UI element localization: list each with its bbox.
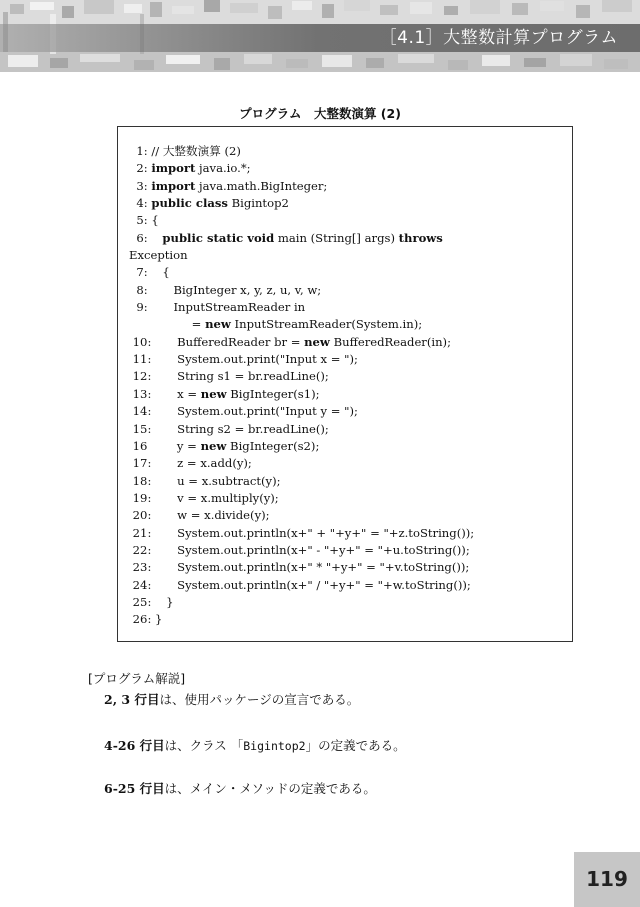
code-line — [129, 386, 569, 403]
code-keyword: new — [304, 334, 330, 349]
note-lead: 4-26 行目 — [104, 738, 165, 753]
code-line — [129, 455, 569, 472]
code-keyword: public static void — [162, 230, 275, 245]
code-text: 18: u = x.subtract(y); — [129, 473, 281, 488]
note-text: は、メイン・メソッドの定義である。 — [164, 781, 376, 796]
code-text: 21: System.out.println(x+" + "+y+" = "+z.toString()); — [129, 525, 475, 540]
code-keyword: import — [151, 178, 196, 193]
code-line — [129, 195, 569, 212]
note-item — [104, 690, 359, 708]
code-line — [129, 507, 569, 524]
note-text-end: 」の定義である。 — [305, 738, 406, 753]
code-text: 5: { — [129, 213, 159, 228]
code-text: InputStreamReader(System.in); — [230, 317, 423, 332]
code-line — [129, 611, 569, 628]
code-line — [129, 316, 569, 333]
code-line — [129, 438, 569, 455]
note-text: は、クラス 「 — [164, 738, 244, 753]
code-text: java.io.*; — [195, 161, 251, 176]
code-line — [129, 421, 569, 438]
code-line — [129, 542, 569, 559]
chapter-title: ［4.1］大整数計算プログラム — [379, 28, 618, 48]
code-text: 24: System.out.println(x+" / "+y+" = "+w.toString()); — [129, 577, 471, 592]
code-text: 10: BufferedReader br = — [129, 334, 305, 349]
note-text: は、使用パッケージの宣言である。 — [159, 692, 360, 707]
program-caption: プログラム 大整数演算 (2) — [239, 106, 401, 121]
code-line — [129, 334, 569, 351]
code-keyword: new — [205, 317, 231, 332]
code-keyword: import — [151, 161, 196, 176]
code-listing — [129, 143, 569, 629]
code-text: 20: w = x.divide(y); — [129, 508, 270, 523]
code-line — [129, 212, 569, 229]
code-text: 11: System.out.print("Input x = "); — [129, 352, 358, 367]
code-line — [129, 351, 569, 368]
code-line — [129, 178, 569, 195]
code-text: 25: } — [129, 594, 174, 609]
code-line — [129, 594, 569, 611]
code-line — [129, 299, 569, 316]
code-text: BigInteger(s1); — [226, 386, 320, 401]
chapter-header — [0, 0, 640, 72]
code-text: 7: { — [129, 265, 170, 280]
code-text: 16 y = — [129, 438, 201, 453]
note-item — [104, 779, 376, 797]
code-line — [129, 264, 569, 281]
code-text: 1: // 大整数演算 (2) — [129, 144, 241, 158]
code-line — [129, 230, 569, 247]
code-line — [129, 143, 569, 160]
code-line — [129, 577, 569, 594]
code-text: 3: — [129, 178, 152, 193]
code-line — [129, 559, 569, 576]
code-line — [129, 247, 569, 264]
code-text: 4: — [129, 196, 152, 211]
code-text: 23: System.out.println(x+" * "+y+" = "+v.toString()); — [129, 560, 470, 575]
code-text: 12: String s1 = br.readLine(); — [129, 369, 329, 384]
code-text: 17: z = x.add(y); — [129, 456, 252, 471]
code-text: 13: x = — [129, 386, 201, 401]
code-line — [129, 490, 569, 507]
code-keyword: throws — [398, 230, 443, 245]
notes-heading: [プログラム解説] — [88, 671, 186, 686]
code-text: java.math.BigInteger; — [195, 178, 328, 193]
code-text: BigInteger(s2); — [226, 438, 320, 453]
code-line — [129, 160, 569, 177]
page-number: 119 — [574, 852, 640, 907]
code-text: = — [129, 317, 206, 332]
code-text: main (String[] args) — [274, 230, 399, 245]
code-text: 26: } — [129, 612, 163, 627]
code-line — [129, 403, 569, 420]
code-text: 2: — [129, 161, 152, 176]
code-keyword: new — [200, 386, 227, 401]
code-text: 6: — [129, 230, 163, 245]
code-line — [129, 282, 569, 299]
code-text: Bigintop2 — [227, 196, 289, 211]
code-text: Exception — [129, 248, 188, 263]
note-lead: 6-25 行目 — [104, 781, 165, 796]
code-text: 9: InputStreamReader in — [129, 300, 306, 315]
code-text: 8: BigInteger x, y, z, u, v, w; — [129, 282, 322, 297]
code-line — [129, 525, 569, 542]
code-keyword: public class — [151, 196, 228, 211]
code-text: BufferedReader(in); — [329, 334, 451, 349]
note-lead: 2, 3 行目 — [104, 692, 160, 707]
code-line — [129, 473, 569, 490]
code-text: 22: System.out.println(x+" - "+y+" = "+u.toString()); — [129, 542, 470, 557]
note-code: Bigintop2 — [243, 739, 306, 753]
code-keyword: new — [200, 438, 227, 453]
code-text: 14: System.out.print("Input y = "); — [129, 404, 358, 419]
code-text: 15: String s2 = br.readLine(); — [129, 421, 329, 436]
note-item — [104, 736, 406, 754]
code-text: 19: v = x.multiply(y); — [129, 490, 279, 505]
code-line — [129, 368, 569, 385]
